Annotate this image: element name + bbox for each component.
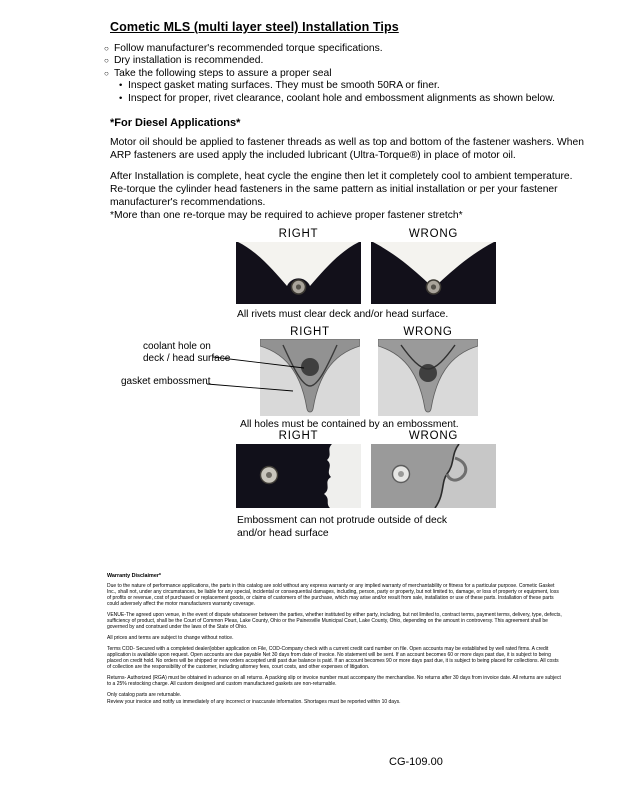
callout-pointer-lines <box>205 347 307 397</box>
warranty-disclaimer-block <box>107 574 563 711</box>
row3-caption-line1: Embossment can not protrude outside of deck <box>237 515 448 526</box>
bullet-icon: • <box>119 80 123 92</box>
row1-wrong-label: WRONG <box>408 228 459 240</box>
legal-paragraph: Due to the nature of performance applications, the parts in this catalog are sold without any express warranty or any implied warranty of merchantability or fitness for a particular purpose. Cometic Gasket Inc., shall not, under any circumstances, be liable for any special, incidental or consequential damages, including, person, party or property, but not limited to, damage, or loss of property or equipment, loss of profits or revenue, cost of purchased or replacement goods, or claims of customers of the purchase, which may arise and/or result from sale, installation or use of these parts. Installation of these parts could adversely affect the motor manufacturers warranty coverage. <box>107 583 559 607</box>
warranty-disclaimer-heading: Warranty Disclaimer* <box>107 573 162 579</box>
coolant-hole-callout-line1: coolant hole on <box>143 341 211 352</box>
row3-caption-line2: and/or head surface <box>237 528 329 539</box>
tip-item <box>104 43 555 55</box>
row3-right-label: RIGHT <box>278 430 319 442</box>
legal-paragraph: Terms COD- Secured with a completed dealer/jobber application on File, COD-Company check with a current credit card number on file. Open accounts may be established by well rated firms. A credit application is available upon request. Open accounts are due payable Net 30 days from date of invoice. No statement will be sent. If an account becomes 60 or more days past due, it is subject to being placed on credit hold. No orders will be shipped or new orders accepted until past due balance is paid. If an account becomes 90 or more days past due, it is subject to being placed for collections. All costs of collection are the responsibility of the customer, including attorney fees, court costs, and other expenses of litigation. <box>107 646 559 670</box>
embossment-protrusion-wrong-diagram <box>371 444 496 508</box>
row2-right-label: RIGHT <box>290 326 330 338</box>
tip-item <box>104 55 555 67</box>
legal-paragraph: All prices and terms are subject to change without notice. <box>107 634 234 641</box>
diesel-applications-heading: *For Diesel Applications* <box>110 117 241 129</box>
embossment-containment-wrong-diagram <box>378 339 478 416</box>
row3-wrong-label: WRONG <box>408 430 459 442</box>
page-title: Cometic MLS (multi layer steel) Installation Tips <box>110 20 399 34</box>
tip-text: Dry installation is recommended. <box>114 55 264 67</box>
legal-paragraph: Review your invoice and notify us immediately of any incorrect or inaccurate information. Shortages must be reported within 10 days. <box>107 698 401 705</box>
tip-text: Take the following steps to assure a proper seal <box>114 67 332 79</box>
tip-text: Follow manufacturer's recommended torque specifications. <box>114 43 383 54</box>
legal-paragraph: Only catalog parts are returnable. <box>107 691 182 698</box>
bullet-icon: ○ <box>104 44 109 53</box>
catalog-page-code: CG-109.00 <box>389 756 443 768</box>
sub-tip-item <box>104 93 555 105</box>
row2-wrong-label: WRONG <box>403 326 453 338</box>
installation-tips-list <box>104 43 555 105</box>
sub-tip-text: Inspect for proper, rivet clearance, coolant hole and embossment alignments as shown below. <box>128 92 555 104</box>
rivet-clearance-wrong-diagram <box>371 242 496 304</box>
embossment-protrusion-right-diagram <box>236 444 361 508</box>
legal-paragraph: VENUE-The agreed upon venue, in the event of dispute whatsoever between the parties, whether instituted by either party, including, but not limited to, contract terms, payment terms, delivery, type, defects, sufficiency of product, shall be the Court of Common Pleas, Lake County, Ohio or the Painesville Municipal Court, Lake County, Ohio, depending on the amount in controversy. This agreement shall be governed by and construed under the laws of the State of Ohio. <box>107 611 562 630</box>
row1-caption: All rivets must clear deck and/or head surface. <box>237 309 449 320</box>
bullet-icon: ○ <box>104 56 109 66</box>
row1-right-label: RIGHT <box>278 228 319 240</box>
row3-caption <box>237 514 447 540</box>
legal-paragraph: Returns- Authorized (RGA) must be obtained in advance on all returns. A packing slip or invoice number must accompany the merchandise. No returns after 30 days from invoice date. All returns are subject to a 25% restocking charge. All custom designed and custom manufactured gaskets are non-returnable. <box>107 674 561 687</box>
rivet-clearance-right-diagram <box>236 242 361 304</box>
row2-caption: All holes must be contained by an embossment. <box>240 419 459 430</box>
bullet-icon: ○ <box>104 68 109 78</box>
coolant-hole-callout-line2: deck / head surface <box>143 353 231 364</box>
bullet-icon: • <box>119 92 123 104</box>
diesel-paragraph-2: After Installation is complete, heat cycle the engine then let it completely cool to ambient temperature. Re-torque the cylinder head fasteners in the same pattern as initial installation or per your fastener manufacturer's recommendations. <box>110 171 573 208</box>
diesel-paragraph-1: Motor oil should be applied to fastener threads as well as top and bottom of the fastener washers. When ARP fasteners are used apply the included lubricant (Ultra-Torque®) in place of motor oil. <box>110 137 584 161</box>
sub-tip-item <box>104 80 555 92</box>
tip-item <box>104 68 555 80</box>
gasket-embossment-callout: gasket embossment <box>121 376 211 387</box>
sub-tip-text: Inspect gasket mating surfaces. They must be smooth 50RA or finer. <box>128 80 440 92</box>
retorque-note: *More than one re-torque may be required to achieve proper fastener stretch* <box>110 210 463 221</box>
